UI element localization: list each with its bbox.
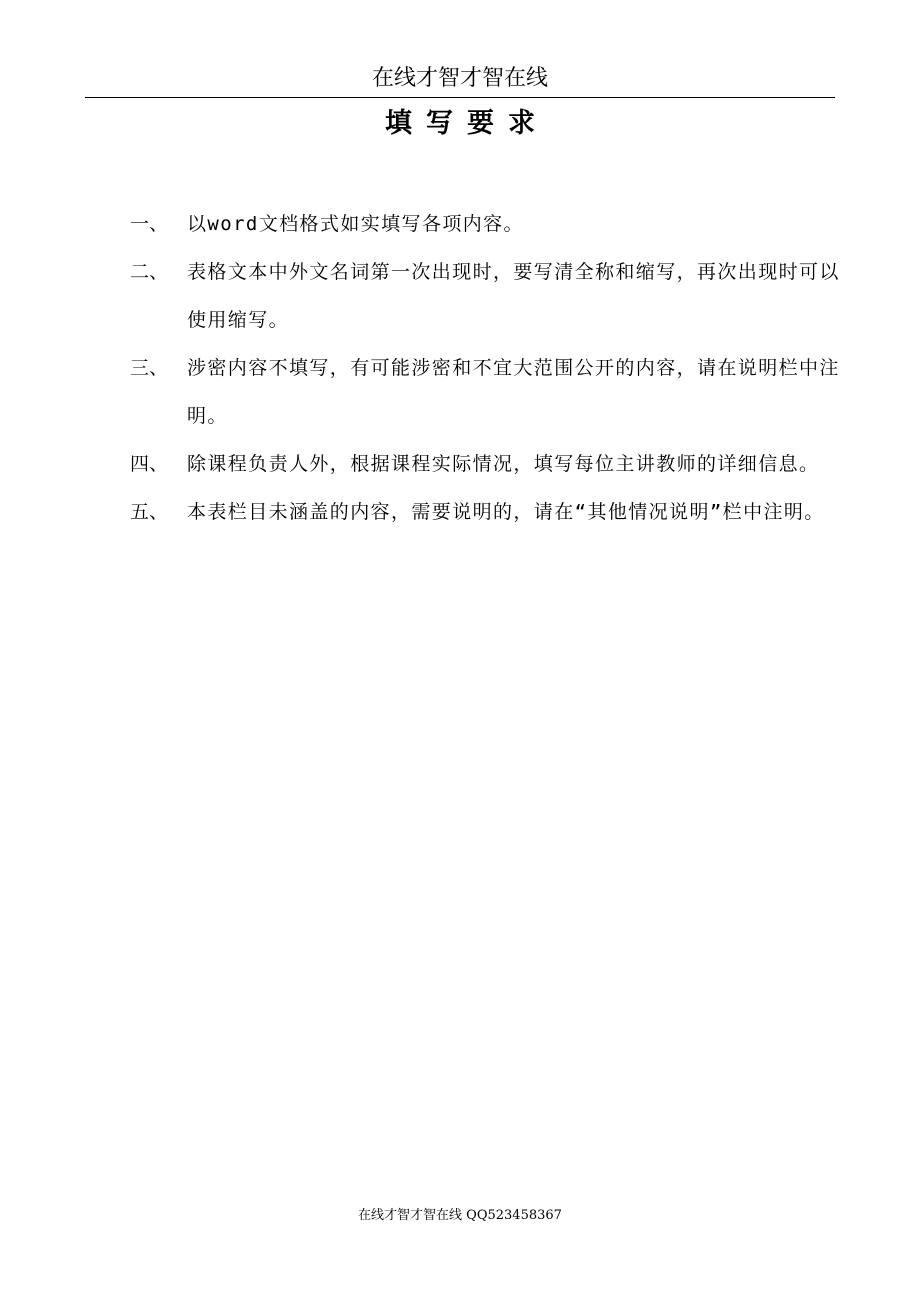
requirement-item-1 [130,200,840,248]
requirement-marker: 二、 [130,261,169,283]
requirement-item-4 [130,440,840,488]
requirement-item-5 [130,488,840,536]
requirement-text: 涉密内容不填写，有可能涉密和不宜大范围公开的内容，请在说明栏中注明。 [187,357,840,427]
requirement-marker: 三、 [130,357,169,379]
page-header: 在线才智才智在线 [371,66,548,91]
page-footer: 在线才智才智在线 QQ523458367 [358,1208,562,1223]
document-title: 填写要求 [385,108,549,139]
requirement-marker: 五、 [130,501,169,523]
requirement-text: 以word文档格式如实填写各项内容。 [187,213,524,235]
requirement-text: 表格文本中外文名词第一次出现时，要写清全称和缩写，再次出现时可以使用缩写。 [187,261,840,331]
header-divider [85,97,835,98]
requirement-text: 除课程负责人外，根据课程实际情况，填写每位主讲教师的详细信息。 [187,453,820,475]
requirement-text: 本表栏目未涵盖的内容，需要说明的，请在“其他情况说明”栏中注明。 [187,501,825,523]
requirement-item-2 [130,248,840,344]
requirement-marker: 四、 [130,453,169,475]
requirement-item-3 [130,344,840,440]
requirements-list [130,200,840,536]
requirement-marker: 一、 [130,213,169,235]
